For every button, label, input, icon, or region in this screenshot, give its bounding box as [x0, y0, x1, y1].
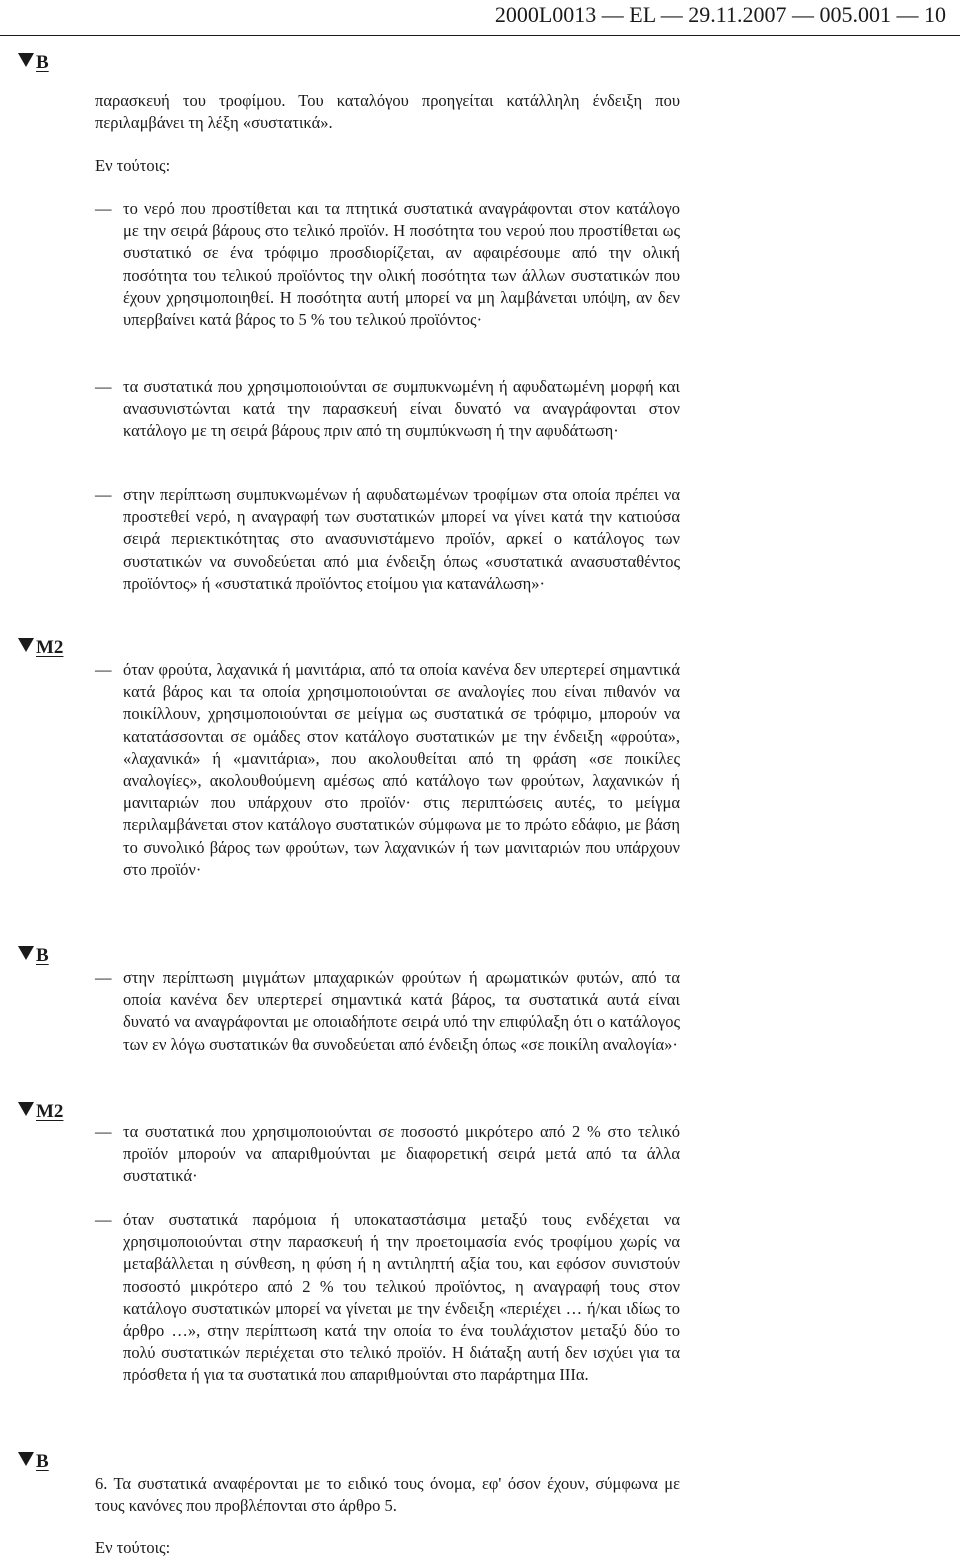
amendment-marker-b — [18, 1449, 49, 1475]
list-item — [95, 1209, 680, 1387]
list-item — [95, 198, 680, 331]
marker-code: B — [36, 945, 49, 966]
header-rule — [0, 35, 960, 36]
list-item — [95, 484, 680, 595]
marker-code: B — [36, 1451, 49, 1472]
list-item — [95, 376, 680, 443]
dash-bullet: — — [95, 660, 112, 679]
down-triangle-icon — [18, 638, 34, 652]
amendment-marker-b — [18, 943, 49, 969]
list-item-text: στην περίπτωση συμπυκνωμένων ή αφυδατωμένων τροφίμων στα οποία πρέπει να προστεθεί νερό, η αναγραφή των συστατικών μπορεί να γίνει κατά την κατιούσα σειρά περιεκτικότητας στο ανασυνιστάμενο προϊόν, αρκεί ο κατάλογος των συστατικών να συνοδεύεται από μια ένδειξη όπως «συστατικά ανασυσταθέντος προϊόντος» ή «συστατικά προϊόντος ετοίμου για κατανάλωση»· — [123, 485, 680, 593]
dash-bullet: — — [95, 968, 112, 987]
marker-code: B — [36, 52, 49, 73]
dash-bullet: — — [95, 199, 112, 218]
point-6-paragraph: 6. Τα συστατικά αναφέρονται με το ειδικό τους όνομα, εφ' όσον έχουν, σύμφωνα με τους κανόνες που προβλέπονται στο άρθρο 5. — [95, 1474, 680, 1516]
dash-bullet: — — [95, 377, 112, 396]
list-item-text: τα συστατικά που χρησιμοποιούνται σε συμπυκνωμένη ή αφυδατωμένη μορφή και ανασυνιστώνται κατά την παρασκευή είναι δυνατό να αναγράφονται στον κατάλογο με τη σειρά βάρους πριν από τη συμπύκνωση ή την αφυδάτωση· — [123, 377, 680, 441]
list-item-text: όταν φρούτα, λαχανικά ή μανιτάρια, από τα οποία κανένα δεν υπερτερεί σημαντικά κατά βάρος και τα οποία χρησιμοποιούνται σε αναλογίες που είναι πιθανόν να ποικίλλουν, χρησιμοποιούνται σε μείγμα ως συστατικά σε τρόφιμο, μπορούν να κατατάσσονται σε ομάδες στον κατάλογο συστατικών με την ένδειξη «φρούτα», «λαχανικά» ή «μανιτάρια», που ακολουθείται από τη φράση «σε ποικίλες αναλογίες», ακολουθούμενη αμέσως από κατάλογο των φρούτων, λαχανικών ή μανιταριών που υπάρχουν στο προϊόν· στις περιπτώσεις αυτές, το μείγμα περιλαμβάνεται στον κατάλογο συστατικών σύμφωνα με το πρώτο εδάφιο, με βάση το συνολικό βάρος των φρούτων, των λαχανικών ή των μανιταριών που υπάρχουν στο προϊόν· — [123, 660, 680, 879]
dash-bullet: — — [95, 485, 112, 504]
list-item-text: το νερό που προστίθεται και τα πτητικά συστατικά αναγράφονται στον κατάλογο με την σειρά βάρους στο τελικό προϊόν. Η ποσότητα του νερού που προστίθεται ως συστατικό σε ένα τρόφιμο προσδιορίζεται, αν αφαιρέσουμε από την ολική ποσότητα του τελικού προϊόντος την ολική ποσότητα των άλλων συστατικών που έχουν χρησιμοποιηθεί. Η ποσότητα αυτή μπορεί να μη λαμβάνεται υπόψη, αν δεν υπερβαίνει κατά βάρος το 5 % του τελικού προϊόντος· — [123, 199, 680, 330]
down-triangle-icon — [18, 1452, 34, 1466]
document-header: 2000L0013 — EL — 29.11.2007 — 005.001 — 10 — [494, 2, 946, 27]
amendment-marker-m2 — [18, 1099, 63, 1125]
list-item-text: τα συστατικά που χρησιμοποιούνται σε ποσοστό μικρότερο από 2 % στο τελικό προϊόν μπορούν να απαριθμούνται με διαφορετική σειρά μετά από τα άλλα συστατικά· — [123, 1122, 680, 1186]
down-triangle-icon — [18, 946, 34, 960]
list-item-text: όταν συστατικά παρόμοια ή υποκαταστάσιμα μεταξύ τους ενδέχεται να χρησιμοποιούνται στην παρασκευή ή την προετοιμασία ενός τροφίμου χωρίς να μεταβάλλεται η σύνθεση, η φύση ή η αντιληπτή αξία του, και εφόσον συνιστούν ποσοστό μικρότερο από 2 % του τελικού προϊόντος, η αναγραφή τους στον κατάλογο συστατικών μπορεί να γίνεται με την ένδειξη «περιέχει … ή/και ιδίως το άρθρο …», στην περίπτωση κατά την οποία το ένα τουλάχιστον μεταξύ δύο το πολύ συστατικών περιέχεται στο τελικό προϊόν. Η διάταξη αυτή δεν ισχύει για τα πρόσθετα ή για τα συστατικά που απαριθμούνται στο παράρτημα ΙΙΙα. — [123, 1210, 680, 1385]
list-item — [95, 659, 680, 881]
however-heading: Εν τούτοις: — [95, 1538, 171, 1557]
intro-paragraph: παρασκευή του τροφίμου. Του καταλόγου προηγείται κατάλληλη ένδειξη που περιλαμβάνει τη λέξη «συστατικά». — [95, 91, 680, 133]
marker-code: M2 — [36, 637, 64, 658]
down-triangle-icon — [18, 1102, 34, 1116]
down-triangle-icon — [18, 53, 34, 67]
dash-bullet: — — [95, 1210, 112, 1229]
amendment-marker-b — [18, 50, 49, 76]
list-item — [95, 1121, 680, 1188]
amendment-marker-m2 — [18, 635, 63, 661]
marker-code: M2 — [36, 1101, 64, 1122]
list-item-text: στην περίπτωση μιγμάτων μπαχαρικών φρούτων ή αρωματικών φυτών, από τα οποία κανένα δεν υπερτερεί σημαντικά κατά βάρος, τα συστατικά αυτά είναι δυνατό να αναγράφονται με οποιαδήποτε σειρά υπό την επιφύλαξη ότι ο κατάλογος των εν λόγω συστατικών θα συνοδεύεται από ένδειξη όπως «σε ποικίλη αναλογία»· — [123, 968, 680, 1054]
dash-bullet: — — [95, 1122, 112, 1141]
however-heading: Εν τούτοις: — [95, 156, 171, 175]
list-item — [95, 967, 680, 1056]
